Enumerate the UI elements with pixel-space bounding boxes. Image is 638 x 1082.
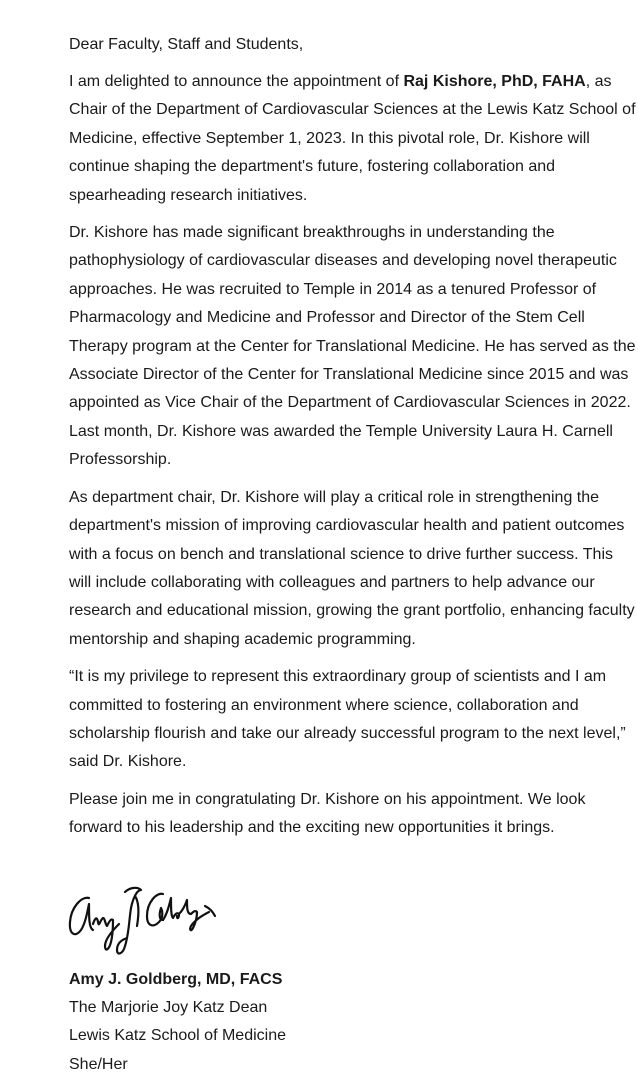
- signatory-title: The Marjorie Joy Katz Dean: [69, 998, 268, 1016]
- appointment-intro-text: I am delighted to announce the appointment of: [69, 73, 404, 90]
- signature-block: [69, 966, 638, 1080]
- appointee-name: Raj Kishore, PhD, FAHA: [403, 73, 586, 90]
- paragraph-appointment: [69, 68, 638, 210]
- paragraph-quote: “It is my privilege to represent this extraordinary group of scientists and I am committed to fostering an environment where science, collaboration and scholarship flourish and take our already successful program to the next level,” said Dr. Kishore.: [69, 668, 626, 771]
- paragraph-closing: Please join me in congratulating Dr. Kishore on his appointment. We look forward to his leadership and the exciting new opportunities it brings.: [69, 790, 586, 837]
- paragraph-role: As department chair, Dr. Kishore will play a critical role in strengthening the department's mission of improving cardiovascular health and patient outcomes with a focus on bench and translational science to drive further success. This will include collaborating with colleagues and partners to help advance our research and educational mission, growing the grant portfolio, enhancing faculty mentorship and shaping academic programming.: [69, 488, 635, 648]
- signatory-name: Amy J. Goldberg, MD, FACS: [69, 970, 283, 988]
- paragraph-background: Dr. Kishore has made significant breakthroughs in understanding the pathophysiology of cardiovascular diseases and developing novel therapeutic approaches. He was recruited to Temple in 2014 as a tenured Professor of Pharmacology and Medicine and Professor and Director of the Stem Cell Therapy program at the Center for Translational Medicine. He has served as the Associate Director of the Center for Translational Medicine since 2015 and was appointed as Vice Chair of the Department of Cardiovascular Sciences in 2022. Last month, Dr. Kishore was awarded the Temple University Laura H. Carnell Professorship.: [69, 224, 636, 469]
- signatory-pronouns: She/Her: [69, 1055, 128, 1073]
- handwritten-signature: [67, 884, 227, 962]
- appointment-details-text: , as Chair of the Department of Cardiovascular Sciences at the Lewis Katz School of Medicine, effective September 1, 2023. In this pivotal role, Dr. Kishore will continue shaping the department's future, fostering collaboration and spearheading research initiatives.: [69, 73, 636, 204]
- salutation: Dear Faculty, Staff and Students,: [69, 36, 304, 53]
- signatory-school: Lewis Katz School of Medicine: [69, 1027, 286, 1045]
